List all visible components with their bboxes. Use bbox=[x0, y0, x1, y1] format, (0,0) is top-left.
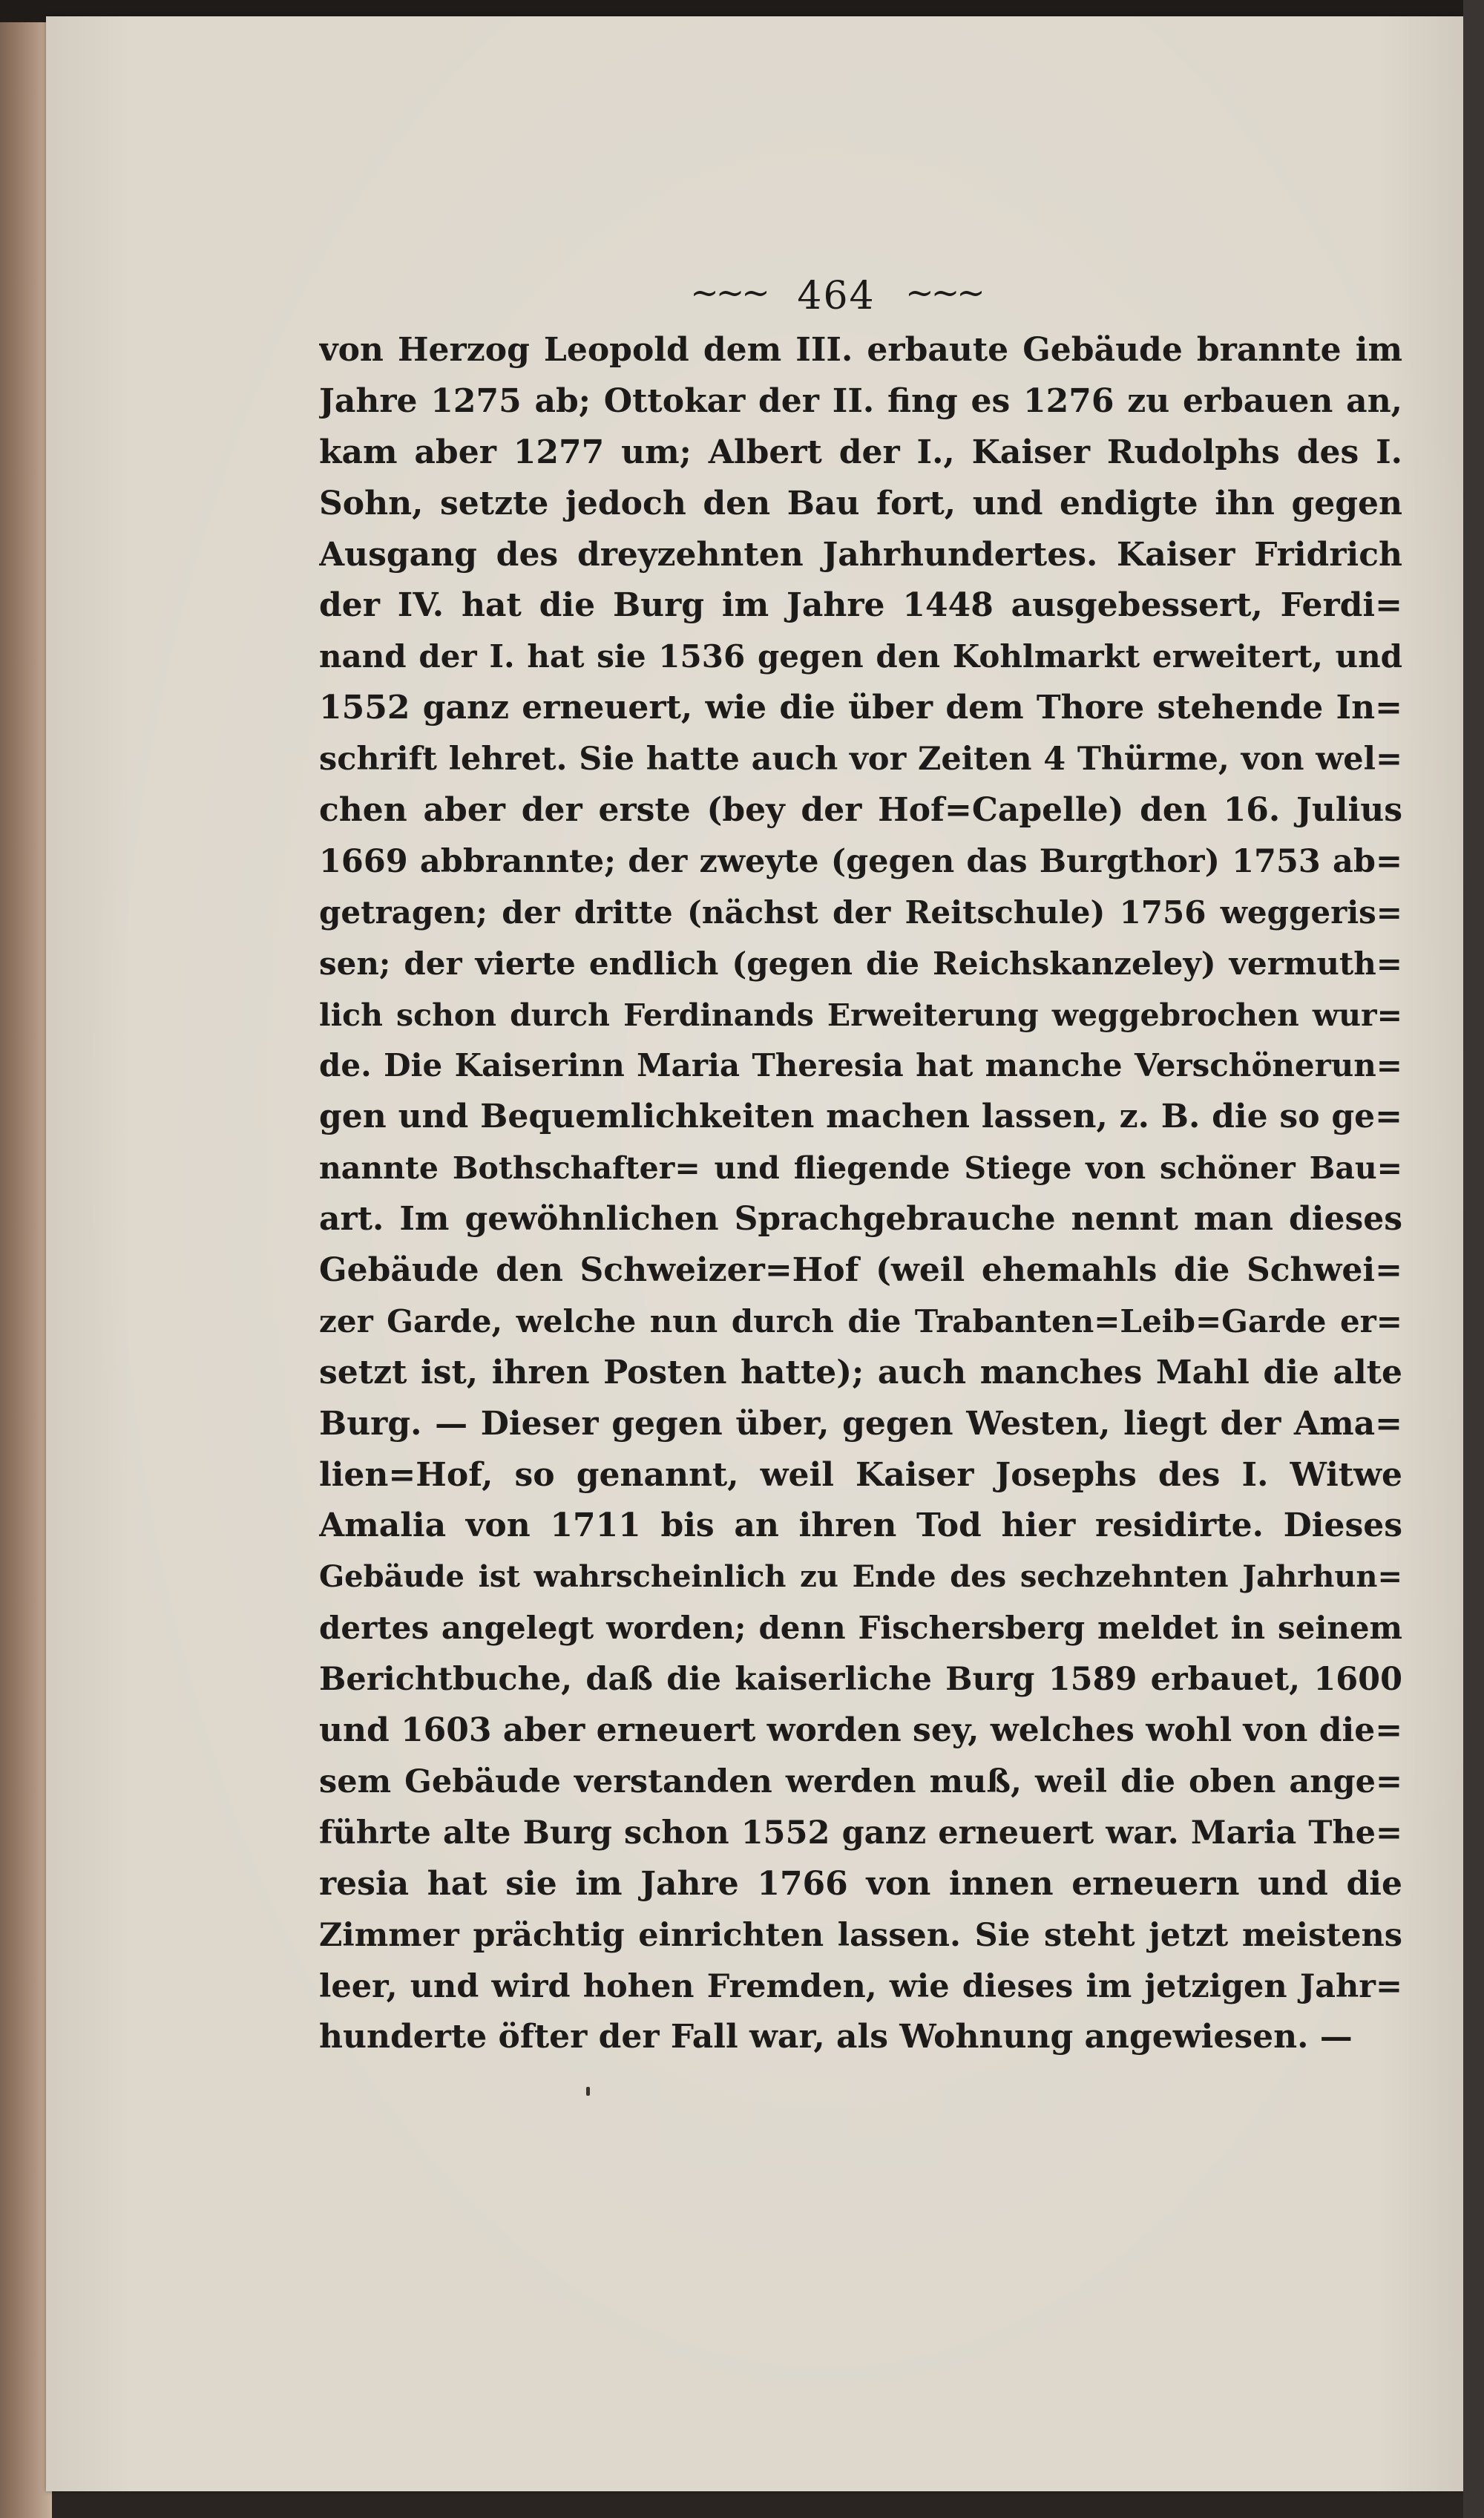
page-header bbox=[128, 272, 1484, 318]
text-line: Jahre 1275 ab; Ottokar der II. fing es 1276 zu erbauen an, bbox=[319, 381, 1402, 420]
ornament-left-icon: ~~~ bbox=[690, 272, 767, 312]
text-line: getragen; der dritte (nächst der Reitschule) 1756 weggeris= bbox=[319, 894, 1402, 931]
ornament-right-icon: ~~~ bbox=[905, 272, 982, 312]
text-line: leer, und wird hohen Fremden, wie dieses im jetzigen Jahr= bbox=[319, 1967, 1402, 2005]
text-line: setzt ist, ihren Posten hatte); auch manches Mahl die alte bbox=[319, 1353, 1402, 1391]
text-line: Zimmer prächtig einrichten lassen. Sie steht jetzt meistens bbox=[319, 1916, 1402, 1954]
text-line: Sohn, setzte jedoch den Bau fort, und endigte ihn gegen bbox=[319, 484, 1402, 522]
text-line: Ausgang des dreyzehnten Jahrhundertes. Kaiser Fridrich bbox=[319, 535, 1402, 574]
text-line: 1552 ganz erneuert, wie die über dem Thore stehende In= bbox=[319, 689, 1402, 727]
text-line: lien=Hof, so genannt, weil Kaiser Josephs des I. Witwe bbox=[319, 1455, 1402, 1494]
text-line: hunderte öfter der Fall war, als Wohnung angewiesen. — bbox=[319, 2018, 1353, 2056]
page-number: 464 bbox=[797, 274, 876, 318]
text-line: Berichtbuche, daß die kaiserliche Burg 1589 erbauet, 1600 bbox=[319, 1661, 1402, 1699]
text-line: und 1603 aber erneuert worden sey, welches wohl von die= bbox=[319, 1711, 1402, 1750]
text-line: kam aber 1277 um; Albert der I., Kaiser Rudolphs des I. bbox=[319, 433, 1402, 471]
text-line: dertes angelegt worden; denn Fischersberg meldet in seinem bbox=[319, 1610, 1402, 1647]
text-line: gen und Bequemlichkeiten machen lassen, z. B. die so ge= bbox=[319, 1098, 1402, 1136]
text-line: resia hat sie im Jahre 1766 von innen erneuern und die bbox=[319, 1864, 1402, 1903]
text-line: Gebäude ist wahrscheinlich zu Ende des sechzehnten Jahrhun= bbox=[319, 1559, 1402, 1595]
text-line: von Herzog Leopold dem III. erbaute Gebäude brannte im bbox=[319, 331, 1402, 369]
text-line: Burg. — Dieser gegen über, gegen Westen, liegt der Ama= bbox=[319, 1404, 1402, 1443]
text-line: schrift lehret. Sie hatte auch vor Zeiten 4 Thürme, von wel= bbox=[319, 741, 1402, 778]
text-line: 1669 abbrannte; der zweyte (gegen das Burgthor) 1753 ab= bbox=[319, 842, 1402, 880]
text-line: sem Gebäude verstanden werden muß, weil die oben ange= bbox=[319, 1763, 1402, 1800]
scan-right-edge bbox=[1463, 0, 1484, 2518]
text-line: der IV. hat die Burg im Jahre 1448 ausgebessert, Ferdi= bbox=[319, 586, 1402, 625]
text-line: de. Die Kaiserinn Maria Theresia hat manche Verschönerun= bbox=[319, 1047, 1402, 1084]
body-text bbox=[319, 325, 1402, 2063]
text-line: nannte Bothschafter= und fliegende Stiege von schöner Bau= bbox=[319, 1150, 1402, 1187]
text-line: lich schon durch Ferdinands Erweiterung weggebrochen wur= bbox=[319, 997, 1402, 1033]
text-line: führte alte Burg schon 1552 ganz erneuert war. Maria The= bbox=[319, 1814, 1402, 1852]
text-line: art. Im gewöhnlichen Sprachgebrauche nennt man dieses bbox=[319, 1200, 1402, 1239]
ink-speck bbox=[586, 2087, 590, 2096]
text-line: Amalia von 1711 bis an ihren Tod hier residirte. Dieses bbox=[319, 1506, 1402, 1545]
text-line: nand der I. hat sie 1536 gegen den Kohlmarkt erweitert, und bbox=[319, 638, 1402, 675]
text-line: chen aber der erste (bey der Hof=Capelle) den 16. Julius bbox=[319, 791, 1402, 830]
book-spine-edge bbox=[0, 22, 52, 2518]
text-line: zer Garde, welche nun durch die Trabanten=Leib=Garde er= bbox=[319, 1302, 1402, 1340]
text-line: Gebäude den Schweizer=Hof (weil ehemahls die Schwei= bbox=[319, 1251, 1402, 1290]
text-line: sen; der vierte endlich (gegen die Reichskanzeley) vermuth= bbox=[319, 945, 1402, 982]
